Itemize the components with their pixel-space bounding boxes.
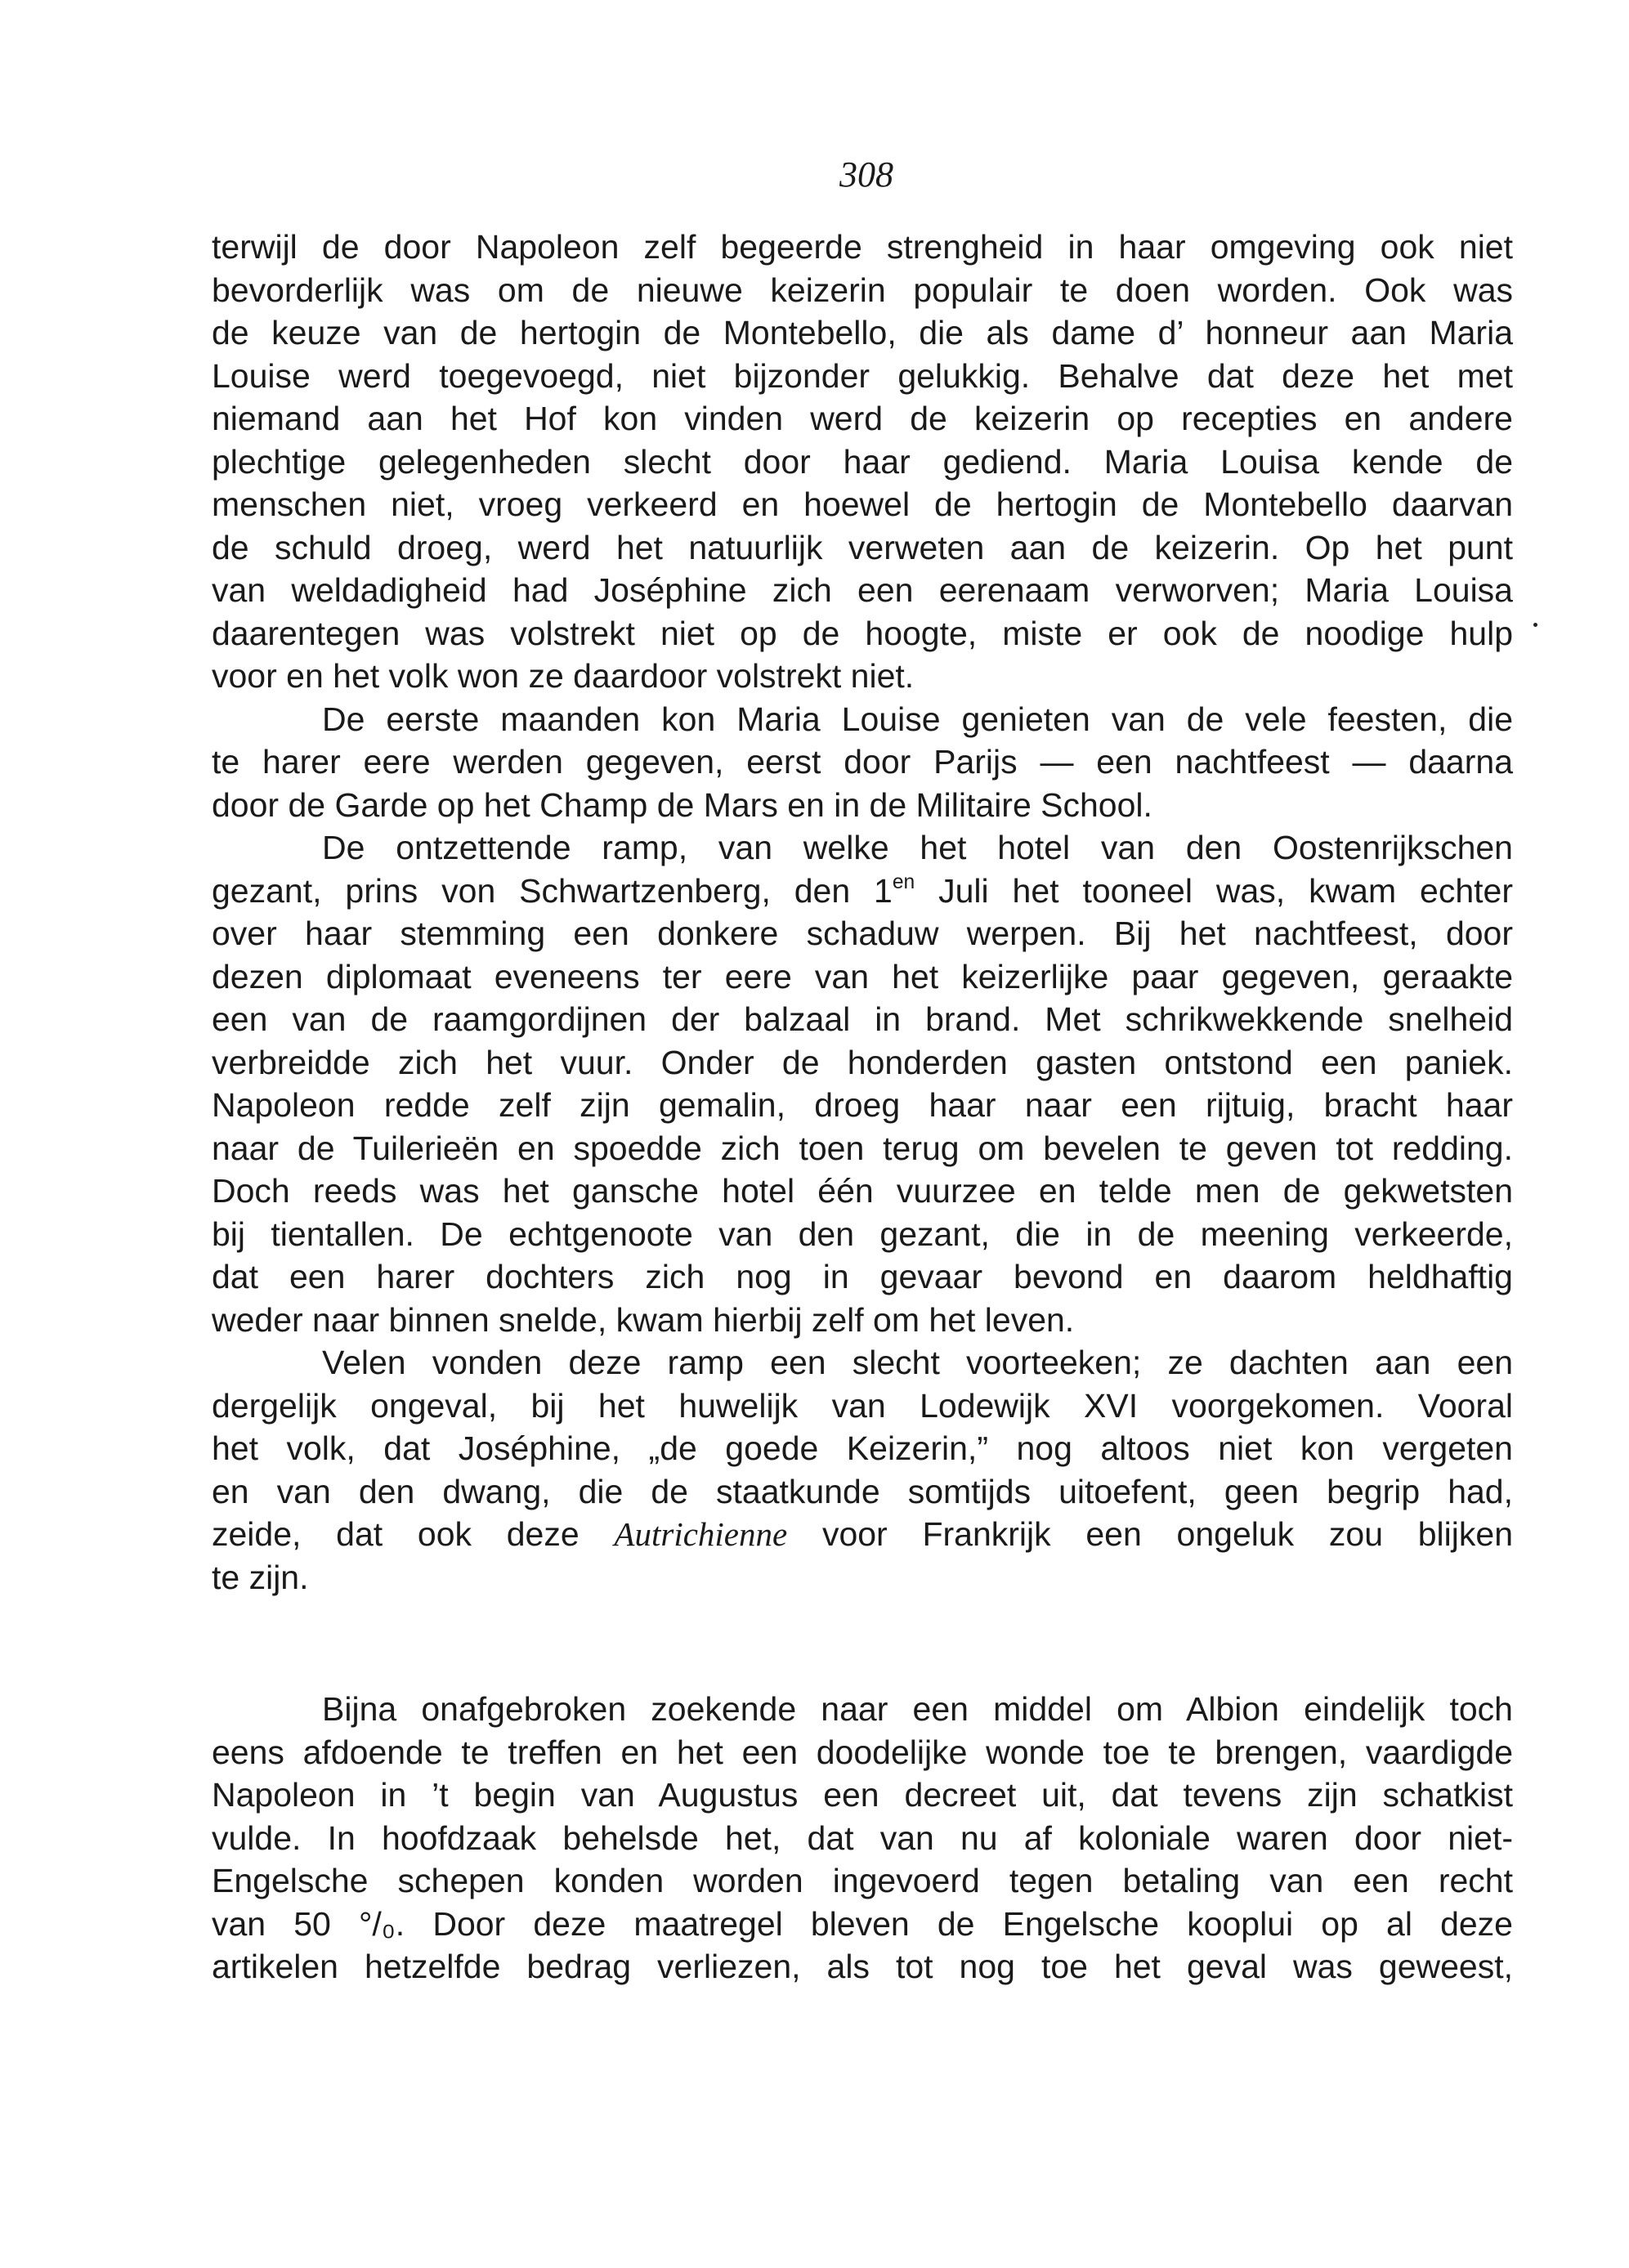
text-block-section	[212, 1688, 1513, 1988]
text-fragment: gezant, prins von Schwartzenberg, den 1	[212, 871, 893, 910]
paragraph-start-line: De eerste maanden kon Maria Louise genieten van de vele feesten, die	[322, 700, 1513, 738]
text-line: door de Garde op het Champ de Mars en in de Militaire School.	[212, 785, 1152, 824]
text-line: dergelijk ongeval, bij het huwelijk van Lodewijk XVI voorgekomen. Vooral	[212, 1386, 1513, 1425]
text-line: weder naar binnen snelde, kwam hierbij zelf om het leven.	[212, 1300, 1075, 1339]
paragraph-start-line: Bijna onafgebroken zoekende naar een middel om Albion eindelijk toch	[322, 1690, 1513, 1728]
text-line: het volk, dat Joséphine, „de goede Keizerin,” nog altoos niet kon vergeten	[212, 1429, 1513, 1467]
text-line: voor en het volk won ze daardoor volstrekt niet.	[212, 657, 915, 695]
text-line: en van den dwang, die de staatkunde somtijds uitoefent, geen begrip had,	[212, 1472, 1513, 1510]
text-line: artikelen hetzelfde bedrag verliezen, als tot nog toe het geval was geweest,	[212, 1948, 1513, 1985]
text-line: bij tientallen. De echtgenoote van den gezant, die in de meening verkeerde,	[212, 1215, 1513, 1253]
text-line: bevorderlijk was om de nieuwe keizerin populair te doen worden. Ook was	[212, 271, 1513, 309]
italic-term: Autrichienne	[614, 1515, 788, 1553]
margin-speck	[1533, 623, 1537, 627]
text-line: menschen niet, vroeg verkeerd en hoewel de hertogin de Montebello daarvan	[212, 485, 1513, 523]
text-line: daarentegen was volstrekt niet op de hoogte, miste er ook de noodige hulp	[212, 614, 1513, 652]
paragraph-start-line: De ontzettende ramp, van welke het hotel van den Oostenrijkschen	[322, 829, 1513, 866]
text-line: te harer eere werden gegeven, eerst door Parijs — een nachtfeest — daarna	[212, 743, 1513, 781]
text-line: vulde. In hoofdzaak behelsde het, dat van nu af koloniale waren door niet-	[212, 1818, 1513, 1857]
text-line: een van de raamgordijnen der balzaal in brand. Met schrikwekkende snelheid	[212, 1000, 1513, 1038]
text-line: Louise werd toegevoegd, niet bijzonder gelukkig. Behalve dat deze het met	[212, 356, 1513, 395]
text-line: Engelsche schepen konden worden ingevoerd tegen betaling van een recht	[212, 1862, 1513, 1899]
text-line: Napoleon redde zelf zijn gemalin, droeg haar naar een rijtuig, bracht haar	[212, 1086, 1513, 1124]
text-line: niemand aan het Hof kon vinden werd de keizerin op recepties en andere	[212, 400, 1513, 437]
text-line: dat een harer dochters zich nog in gevaar bevond en daarom heldhaftig	[212, 1258, 1513, 1295]
text-line: over haar stemming een donkere schaduw werpen. Bij het nachtfeest, door	[212, 915, 1513, 952]
text-line: van 50 °/₀. Door deze maatregel bleven de Engelsche kooplui op al deze	[212, 1904, 1513, 1943]
ordinal-superscript: en	[892, 870, 915, 893]
text-line: terwijl de door Napoleon zelf begeerde strengheid in haar omgeving ook niet	[212, 228, 1513, 266]
text-fragment: voor Frankrijk een ongeluk zou blijken	[787, 1515, 1513, 1553]
page-number: 308	[839, 154, 893, 195]
paragraph-start-line: Velen vonden deze ramp een slecht voorteeken; ze dachten aan een	[322, 1344, 1513, 1381]
text-fragment: zeide, dat ook deze	[212, 1515, 615, 1553]
text-line: de schuld droeg, werd het natuurlijk verweten aan de keizerin. Op het punt	[212, 528, 1513, 566]
text-line: van weldadigheid had Joséphine zich een eerenaam verworven; Maria Louisa	[212, 571, 1513, 609]
text-line: naar de Tuilerieën en spoedde zich toen terug om bevelen te geven tot redding.	[212, 1129, 1513, 1167]
text-line: de keuze van de hertogin de Montebello, die als dame d’ honneur aan Maria	[212, 314, 1513, 351]
text-line: te zijn.	[212, 1558, 309, 1596]
text-line: dezen diplomaat eveneens ter eere van het keizerlijke paar gegeven, geraakte	[212, 957, 1513, 995]
text-line: plechtige gelegenheden slecht door haar gediend. Maria Louisa kende de	[212, 442, 1513, 481]
text-line: verbreidde zich het vuur. Onder de honderden gasten ontstond een paniek.	[212, 1043, 1513, 1081]
text-line	[212, 870, 1513, 913]
text-block-main	[212, 226, 1513, 1599]
text-line: Doch reeds was het gansche hotel één vuurzee en telde men de gekwetsten	[212, 1172, 1513, 1210]
text-fragment: Juli het tooneel was, kwam echter	[915, 871, 1513, 910]
text-line: Napoleon in ’t begin van Augustus een decreet uit, dat tevens zijn schatkist	[212, 1776, 1513, 1814]
text-line: eens afdoende te treffen en het een doodelijke wonde toe te brengen, vaardigde	[212, 1733, 1513, 1771]
text-line	[212, 1513, 1513, 1556]
